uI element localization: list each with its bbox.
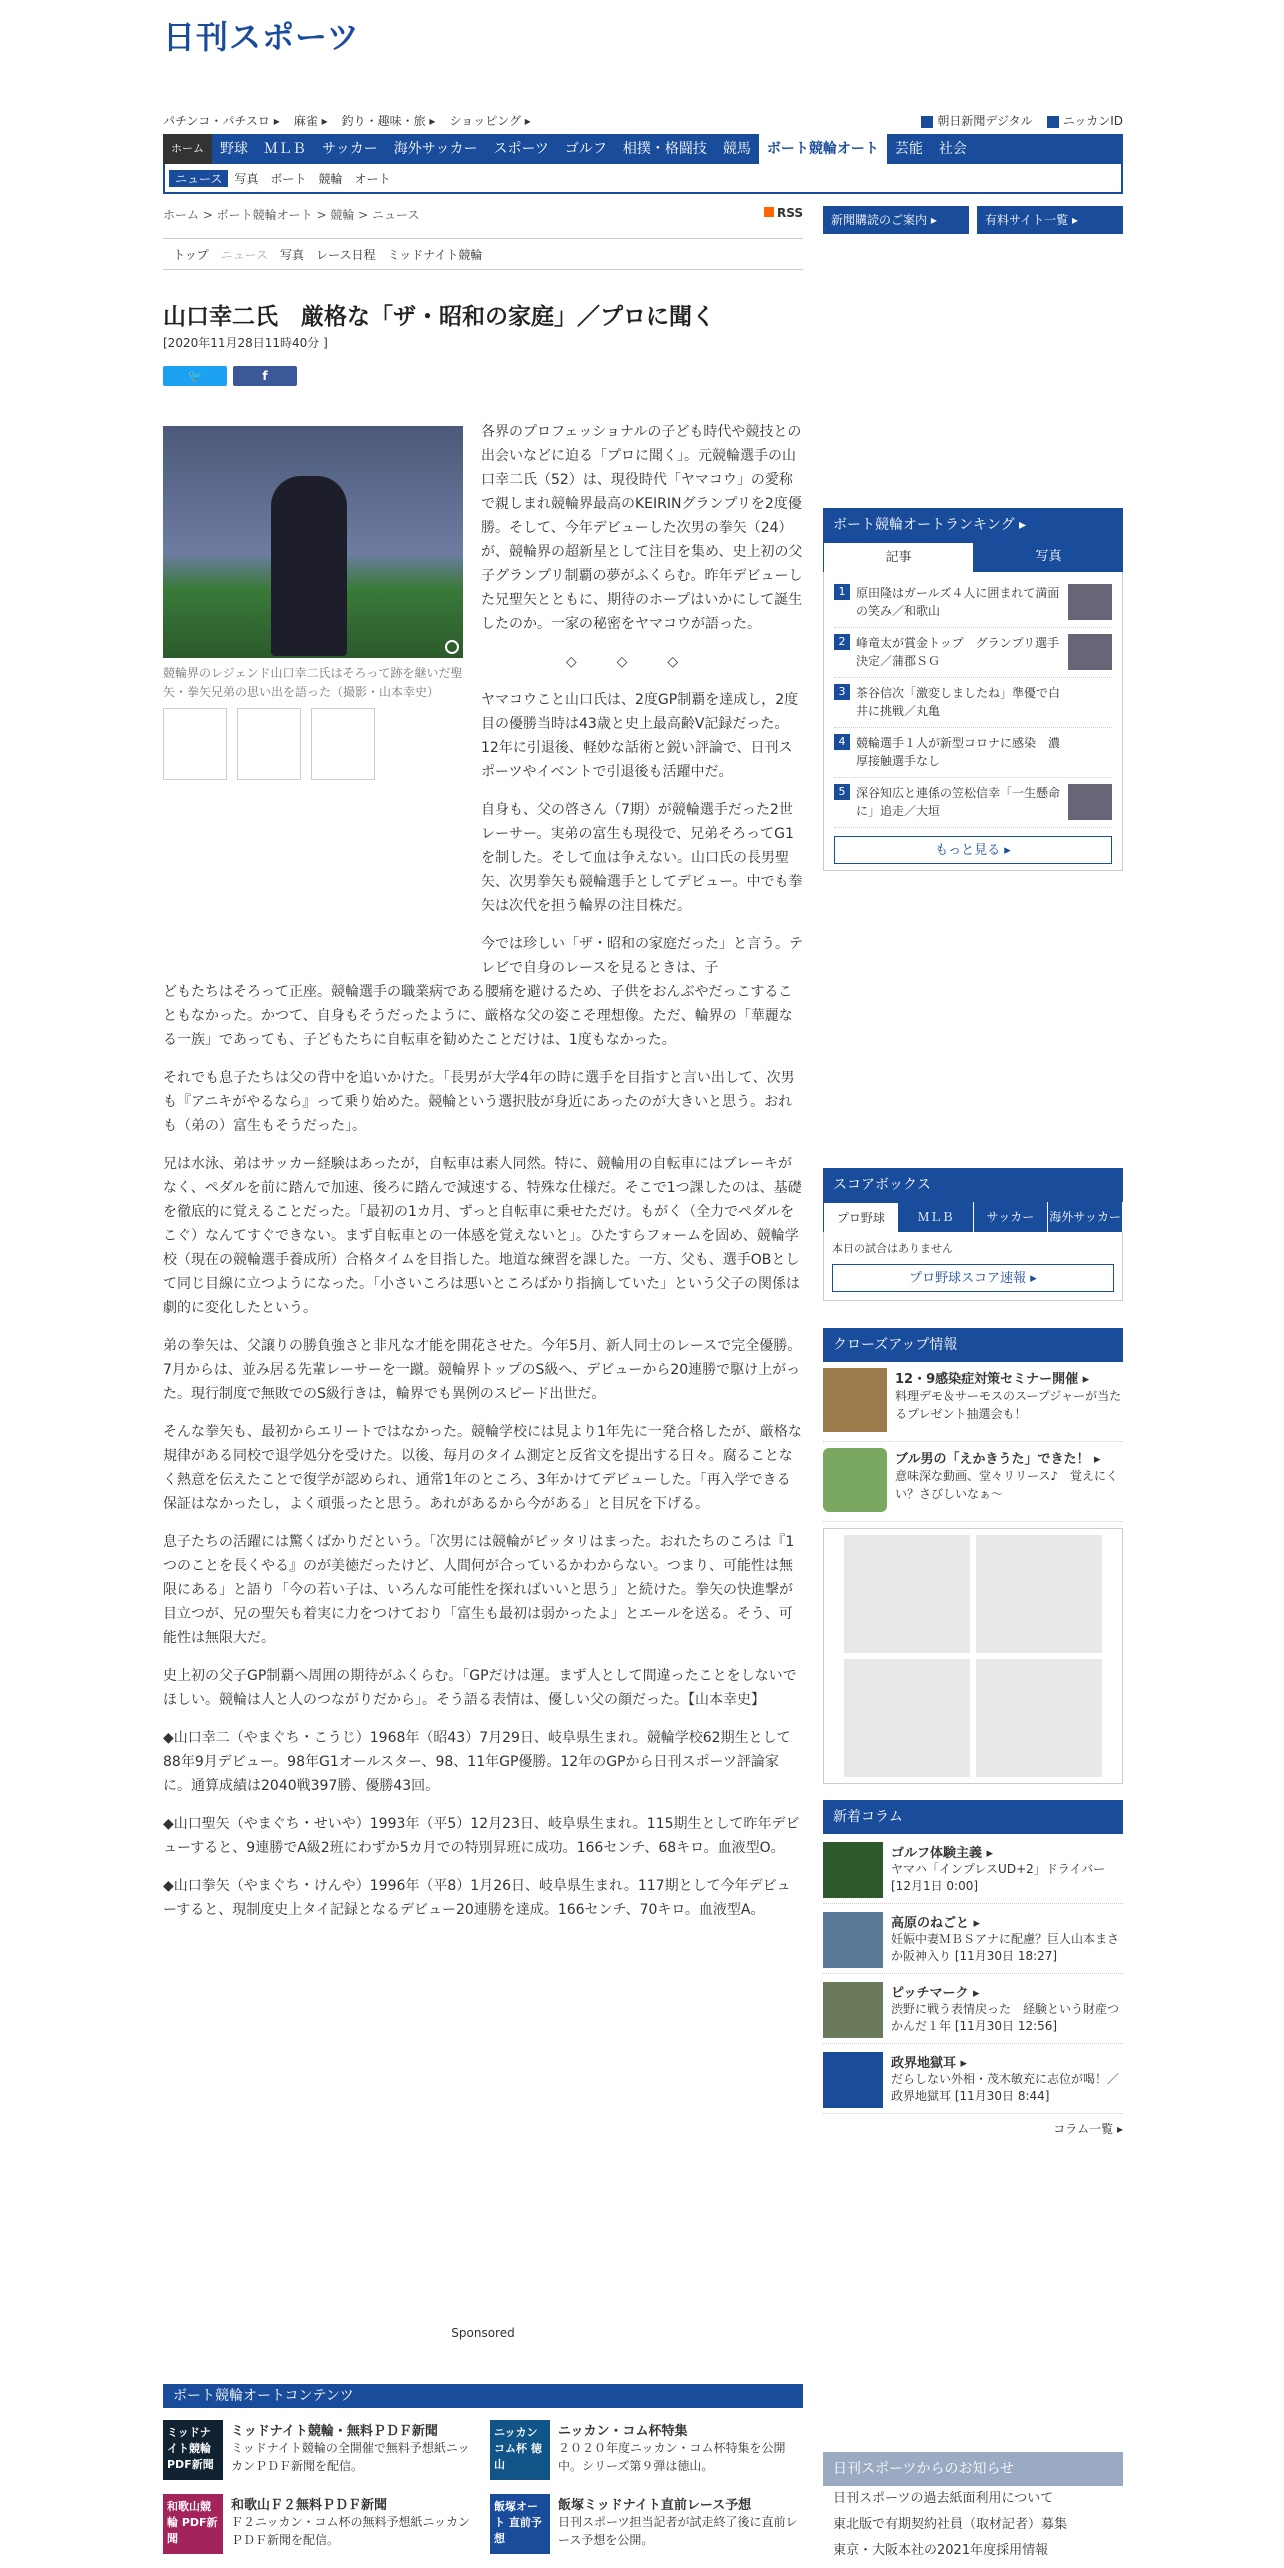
paragraph: どもたちはそろって正座。競輪選手の職業病である腰痛を避けるため、子供をおんぶやだっこすることもなかった。かつて、自身もそうだったように、厳格な父の姿こそ理想像。ただ、輪界の「華麗なる一族」であっても、子どもたちに自転車を勧めたことだけは、1度もなかった。 [163,984,793,1048]
nav-mlb[interactable]: ＭＬＢ [264,141,306,157]
paragraph: そんな拳矢も、最初からエリートではなかった。競輪学校には見より1年先に一発合格したが、厳格な規律がある同校で退学処分を受けた。以後、毎月のタイム測定と反省文を提出する日々。腐ることなく熱意を伝えたことで復学が認められ、通常1年のところ、3年かけてデビューした。「再入学できる保証はなかったし，よく頑張ったと思う。あれがあるから今がある」と目尻を下げる。 [163,1424,802,1512]
content-thumb: 飯塚オート 直前予想 [490,2494,550,2554]
paragraph: ヤマコウこと山口氏は、2度GP制覇を達成し，2度目の優勝当時は43歳と史上最高齢V記録だった。12年に引退後、軽妙な話術と鋭い評論で、日刊スポーツやイベントで引退後も活躍中だ。 [481,692,799,780]
contents-section [163,2384,803,2554]
paragraph: 史上初の父子GP制覇へ周囲の期待がふくらむ。「GPだけは運。まず人として間違ったことをしないでほしい。競輪は人と人のつながりだから」。そう語る表情は、優しい父の顔だった。【山本幸史】 [163,1668,797,1708]
paragraph: 自身も、父の啓さん（7期）が競輪選手だった2世レーサー。実弟の富生も現役で、兄弟そろってG1を制した。そして血は争えない。山口氏の長男聖矢、次男拳矢も競輪選手としてデビュー。中でも拳矢は次代を担う輪界の注目株だ。 [481,802,803,914]
top-links-right [907,112,1123,129]
subnav-keirin[interactable]: 競輪 [318,171,343,186]
info-box [823,2452,1123,2564]
sub-nav [163,164,1123,194]
closeup-title: クローズアップ情報 [823,1328,1123,1362]
ranking-item[interactable]: 3 茶谷信次「激変しましたね」準優で白井に挑戦／丸亀 [834,678,1112,728]
breadcrumb[interactable]: ホーム > ボート競輪オート > 競輪 > ニュース [163,208,420,222]
score-tab-soccer[interactable]: サッカー [974,1202,1049,1232]
column-item[interactable]: 政界地獄耳 ▸ だらしない外相・茂木敏充に志位が喝！／政界地獄耳 [11月30日 8:44] [823,2044,1123,2114]
paragraph: 今では珍しい「ザ・昭和の家庭だった」と言う。テレビで自身のレースを見るときは、子 [481,936,803,976]
content-thumb: ニッカンコム杯 徳山 [490,2420,550,2480]
toplink-hobby[interactable]: 釣り・趣味・旅 ▸ [341,114,436,128]
column-title: 新着コラム [823,1800,1123,1834]
ranking-item[interactable]: 1 原田隆はガールズ４人に囲まれて満面の笑み／和歌山 [834,578,1112,628]
sidebar [823,200,1123,2558]
score-title: スコアボックス [823,1168,1123,1202]
global-nav [163,134,1123,164]
paragraph: 各界のプロフェッショナルの子ども時代や競技との出会いなどに迫る「プロに聞く」。元競輪選手の山口幸二氏（52）は、現役時代「ヤマコウ」の愛称で親しまれ競輪界最高のKEIRINグランプリを2度優勝。そして、今年デビューした次男の拳矢（24）が、競輪界の超新星として注目を集め、史上初の父子グランプリ制覇の夢がふくらむ。昨年デビューした兄聖矢とともに、期待のホープはいかにして誕生したのか。一家の秘密をヤマコウが語った。 [481,424,803,632]
more-button[interactable]: もっと見る ▸ [834,836,1112,864]
paragraph: 息子たちの活躍には驚くばかりだという。「次男には競輪がピッタリはまった。おれたちのころは『1つのことを長くやる』のが美徳だったけど、人間何が合っているかわからない。つまり、可能性は無限にある」と語り「今の若い子は、いろんな可能性を探ればいいと思う」と続けた。拳矢の快進撃が目立つが、兄の聖矢も着実に力をつけており「富生も最初は弱かったよ」とエールを送る。そう、可能性は無限大だ。 [163,1534,795,1646]
nav-golf[interactable]: ゴルフ [564,141,607,157]
column-list-link[interactable]: コラム一覧 ▸ [1053,2122,1123,2136]
toplink-shopping[interactable]: ショッピング ▸ [449,114,531,128]
article-body [163,420,803,1936]
tab-top[interactable]: トップ [173,247,209,262]
separator: ◇◇◇ [565,654,719,670]
ad-banner[interactable] [823,1528,1123,1784]
tab-midnight[interactable]: ミッドナイト競輪 [387,247,483,262]
top-links [163,112,545,129]
subnav-photo[interactable]: 写真 [234,171,259,186]
id-icon [1047,116,1059,128]
score-none: 本日の試合はありません [832,1242,953,1255]
column-box [823,1800,1123,2143]
nikkan-id-link[interactable]: ニッカンID [1047,114,1123,128]
info-link[interactable]: 東京・大阪本社の2021年度採用情報 [833,2543,1049,2558]
score-button[interactable]: プロ野球スコア速報 ▸ [832,1264,1114,1292]
profile: ◆山口拳矢（やまぐち・けんや）1996年（平8）1月26日、岐阜県生まれ。117期として今年デビューすると、現制度史上タイ記録となるデビュー20連勝を達成。166センチ、70キロ。血液型A。 [163,1878,791,1918]
ranking-item[interactable]: 4 競輪選手１人が新型コロナに感染 濃厚接触選手なし [834,728,1112,778]
nav-boat-keirin[interactable]: ボート競輪オート [759,134,887,164]
content-item[interactable]: 和歌山競輪 PDF新聞 和歌山Ｆ２無料ＰＤＦ新聞 Ｆ２ニッカン・コム杯の無料予想紙ニッカンＰＤＦ新聞を配信。 [163,2494,476,2554]
subnav-news[interactable]: ニュース [169,170,228,187]
content-thumb: ミッドナイト競輪 PDF新聞 [163,2420,223,2480]
paid-sites-button[interactable]: 有料サイト一覧 ▸ [977,206,1123,234]
contents-title: ボート競輪オートコンテンツ [163,2384,803,2408]
score-tab-world-soccer[interactable]: 海外サッカー [1048,1202,1123,1232]
asahi-icon [921,116,933,128]
closeup-item[interactable]: 12・9感染症対策セミナー開催 ▸ 料理デモ＆サーモスのスープジャーが当たるプレゼント抽選会も！ [823,1362,1123,1442]
content-item[interactable]: ニッカンコム杯 徳山 ニッカン・コム杯特集 ２０２０年度ニッカン・コム杯特集を公開中。シリーズ第９弾は徳山。 [490,2420,803,2480]
rss-icon [764,207,774,217]
column-item[interactable]: ゴルフ体験主義 ▸ ヤマハ「インプレスUD+2」ドライバー [12月1日 0:00] [823,1834,1123,1904]
column-item[interactable]: 高原のねごと ▸ 妊娠中妻ＭＢＳアナに配慮？巨人山本まさか阪神入り [11月30日 18:27] [823,1904,1123,1974]
closeup-item[interactable]: ブル男の「えかきうた」できた！ ▸ 意味深な動画、堂々リリース♪ 覚えにくい？さびしいなぁ～ [823,1442,1123,1522]
toplink-mahjong[interactable]: 麻雀 ▸ [293,114,328,128]
content-item[interactable]: 飯塚オート 直前予想 飯塚ミッドナイト直前レース予想 日刊スポーツ担当記者が試走終了後に直前レース予想を公開。 [490,2494,803,2554]
nav-home[interactable]: ホーム [163,134,212,164]
sponsored-label: Sponsored [451,2326,515,2340]
nav-soccer[interactable]: サッカー [322,141,378,157]
rank-tab-articles[interactable]: 記事 [823,542,974,572]
section-tabs [163,238,803,270]
profile: ◆山口聖矢（やまぐち・せいや）1993年（平5）12月23日、岐阜県生まれ。115期生として昨年デビューすると、9連勝でA級2班にわずか5カ月での特別昇班に成功。166センチ、68キロ。血液型O。 [163,1816,800,1856]
paragraph: 兄は水泳、弟はサッカー経験はあったが，自転車は素人同然。特に、競輪用の自転車にはブレーキがなく、ペダルを前に踏んで加速、後ろに踏んで減速する、特殊な仕様だ。そこで1つ課したのは、基礎を徹底的に覚えることだった。「最初の1カ月、ずっと自転車に乗せただけ。もがく（全力でペダルをこぐ）なんてすぐできない。まず自転車との一体感を覚えないと」。ひたすらフォームを固め、競輪学校（現在の競輪選手養成所）合格タイムを目指した。地道な練習を課した。一方、父も、選手OBとして同じ目線に立つようになった。「小さいころは悪いところばかり指摘していた」という父子の関係は劇的に変化したという。 [163,1156,802,1316]
subscribe-button[interactable]: 新聞購読のご案内 ▸ [823,206,969,234]
score-tab-npb[interactable]: プロ野球 [823,1202,899,1232]
tab-photo[interactable]: 写真 [280,247,305,262]
paragraph: 弟の拳矢は、父譲りの勝負強さと非凡な才能を開花させた。今年5月、新人同士のレースで完全優勝。7月からは、並み居る先輩レーサーを一蹴。競輪界トップのS級へ、デビューから20連勝で駆け上がった。現行制度で無敗でのS級行きは，輪界でも異例のスピード出世だ。 [163,1338,802,1402]
paragraph: それでも息子たちは父の背中を追いかけた。「長男が大学4年の時に選手を目指すと言い出して、次男も『アニキがやるなら』って乗り始めた。競輪という選択肢が身近にあったのが大きいと思う。おれも（弟の）富生もそうだった」。 [163,1070,795,1134]
facebook-share-button[interactable]: f [233,366,297,386]
profile: ◆山口幸二（やまぐち・こうじ）1968年（昭43）7月29日、岐阜県生まれ。競輪学校62期生として88年9月デビュー。98年G1オールスター、98、11年GP優勝。12年のGPから日刊スポーツ評論家に。通算成績は2040戦397勝、優勝43回。 [163,1730,791,1794]
rank-tab-photos[interactable]: 写真 [974,542,1123,572]
subnav-auto[interactable]: オート [354,171,391,186]
nav-keiba[interactable]: 競馬 [722,141,751,157]
article-date: [2020年11月28日11時40分 ] [163,336,328,350]
share-buttons [163,366,303,386]
tab-schedule[interactable]: レース日程 [316,247,376,262]
asahi-link[interactable]: 朝日新聞デジタル [921,114,1032,128]
content-thumb: 和歌山競輪 PDF新聞 [163,2494,223,2554]
info-link[interactable]: 日刊スポーツの過去紙面利用について [833,2491,1054,2506]
info-link[interactable]: 東北版で有期契約社員（取材記者）募集 [833,2517,1068,2532]
nav-sumo[interactable]: 相撲・格闘技 [622,141,707,157]
article-title: 山口幸二氏 厳格な「ザ・昭和の家庭」／プロに聞く [163,304,715,330]
twitter-share-button[interactable]: 🐦 [163,366,227,386]
rss-link[interactable]: RSS [764,206,803,220]
nav-shakai[interactable]: 社会 [938,141,967,157]
ranking-title[interactable]: ボート競輪オートランキング ▸ [823,508,1123,542]
content-item[interactable]: ミッドナイト競輪 PDF新聞 ミッドナイト競輪・無料ＰＤＦ新聞 ミッドナイト競輪の全開催で無料予想紙ニッカンＰＤＦ新聞を配信。 [163,2420,476,2480]
ranking-box [823,508,1123,871]
tab-news[interactable]: ニュース [220,247,269,262]
toplink-pachinko[interactable]: パチンコ・パチスロ ▸ [163,114,280,128]
nav-geino[interactable]: 芸能 [894,141,923,157]
nav-baseball[interactable]: 野球 [220,141,248,157]
nav-sports[interactable]: スポーツ [493,141,549,157]
column-item[interactable]: ピッチマーク ▸ 渋野に戦う表情戻った 経験という財産つかんだ１年 [11月30日 12:56] [823,1974,1123,2044]
info-title: 日刊スポーツからのお知らせ [823,2452,1123,2486]
site-logo[interactable]: 日刊スポーツ [163,18,360,56]
nav-world-soccer[interactable]: 海外サッカー [393,141,478,157]
score-tab-mlb[interactable]: ＭＬＢ [899,1202,974,1232]
ranking-item[interactable]: 2 峰竜太が賞金トップ グランプリ選手決定／蒲郡ＳＧ [834,628,1112,678]
score-box [823,1168,1123,1301]
photo-caption: 競輪界のレジェンド山口幸二氏はそろって跡を継いだ聖矢・拳矢兄弟の思い出を語った（撮影・山本幸史） [163,666,463,699]
subnav-boat[interactable]: ボート [270,171,307,186]
ranking-item[interactable]: 5 深谷知広と連係の笠松信幸「一生懸命に」追走／大垣 [834,778,1112,828]
closeup-box [823,1328,1123,1784]
